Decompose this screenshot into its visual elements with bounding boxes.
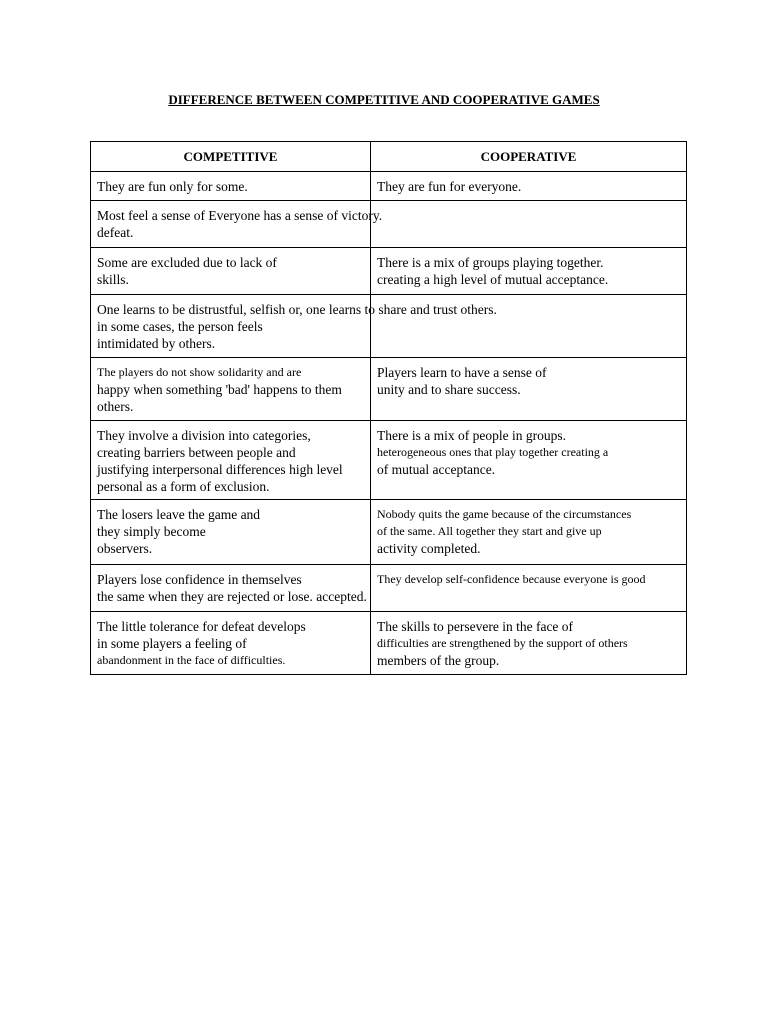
competitive-cell xyxy=(91,172,371,201)
cell-line: happy when something 'bad' happens to them xyxy=(97,382,342,397)
cooperative-cell xyxy=(371,565,687,612)
cell-line: Most feel a sense of Everyone has a sense of victory. xyxy=(97,208,383,223)
document-title: DIFFERENCE BETWEEN COMPETITIVE AND COOPERATIVE GAMES xyxy=(168,92,600,107)
cell-line: Some are excluded due to lack of xyxy=(97,255,277,270)
cell-line: difficulties are strengthened by the support of others xyxy=(377,636,628,650)
cooperative-cell xyxy=(371,201,687,248)
table-row xyxy=(91,201,687,248)
cell-line: They develop self-confidence because everyone is good xyxy=(377,572,646,586)
cell-line: They are fun for everyone. xyxy=(377,179,522,194)
cell-line: of the same. All together they start and give up xyxy=(377,524,602,538)
cell-line: in some cases, the person feels xyxy=(97,319,263,334)
cell-line: abandonment in the face of difficulties. xyxy=(97,653,286,667)
cell-line: others. xyxy=(97,399,134,414)
table-row xyxy=(91,421,687,500)
cell-line: Players learn to have a sense of xyxy=(377,365,547,380)
cell-line: skills. xyxy=(97,272,129,287)
table-header-row xyxy=(91,142,687,172)
cell-line: The little tolerance for defeat develops xyxy=(97,619,306,634)
cell-line: in some players a feeling of xyxy=(97,636,247,651)
table-row xyxy=(91,612,687,675)
cell-line: The players do not show solidarity and are xyxy=(97,365,302,379)
competitive-cell xyxy=(91,612,371,675)
cooperative-cell xyxy=(371,248,687,295)
comparison-table xyxy=(90,141,687,675)
cell-line: One learns to be distrustful, selfish or, one learns to share and trust others. xyxy=(97,302,497,317)
cell-line: of mutual acceptance. xyxy=(377,462,496,477)
competitive-cell xyxy=(91,295,497,358)
cell-line: The skills to persevere in the face of xyxy=(377,619,574,634)
cell-line: The losers leave the game and xyxy=(97,507,261,522)
cooperative-cell xyxy=(371,421,687,500)
cell-line: the same when they are rejected or lose. accepted. xyxy=(97,589,367,604)
cell-line: defeat. xyxy=(97,225,134,240)
cooperative-cell xyxy=(371,358,687,421)
cell-line: There is a mix of people in groups. xyxy=(377,428,566,443)
competitive-cell xyxy=(91,358,371,421)
table-row xyxy=(91,500,687,565)
competitive-cell xyxy=(91,500,371,565)
cell-line: they simply become xyxy=(97,524,206,539)
cell-line: They involve a division into categories, xyxy=(97,428,311,443)
cell-line: unity and to share success. xyxy=(377,382,521,397)
cell-line: Players lose confidence in themselves xyxy=(97,572,302,587)
header-cooperative: COOPERATIVE xyxy=(371,142,687,172)
cell-line: justifying interpersonal differences high level xyxy=(97,462,343,477)
cell-line: members of the group. xyxy=(377,653,500,668)
cell-line: There is a mix of groups playing together. xyxy=(377,255,604,270)
competitive-cell xyxy=(91,248,371,295)
cell-line: They are fun only for some. xyxy=(97,179,248,194)
table-row xyxy=(91,295,687,358)
cell-line: activity completed. xyxy=(377,541,481,556)
cell-line: creating barriers between people and xyxy=(97,445,296,460)
cell-line: Nobody quits the game because of the circumstances xyxy=(377,507,632,521)
cell-line: heterogeneous ones that play together creating a xyxy=(377,445,609,459)
table-row xyxy=(91,248,687,295)
cell-line: observers. xyxy=(97,541,153,556)
cell-line: creating a high level of mutual acceptance. xyxy=(377,272,609,287)
header-competitive: COMPETITIVE xyxy=(91,142,371,172)
cell-line: personal as a form of exclusion. xyxy=(97,479,270,494)
cooperative-cell xyxy=(371,612,687,675)
cooperative-cell xyxy=(371,172,687,201)
cooperative-cell xyxy=(371,500,687,565)
table-row xyxy=(91,358,687,421)
competitive-cell xyxy=(91,421,371,500)
table-row xyxy=(91,565,687,612)
competitive-cell xyxy=(91,565,371,612)
table-row xyxy=(91,172,687,201)
competitive-cell xyxy=(91,201,383,248)
cell-line: intimidated by others. xyxy=(97,336,216,351)
